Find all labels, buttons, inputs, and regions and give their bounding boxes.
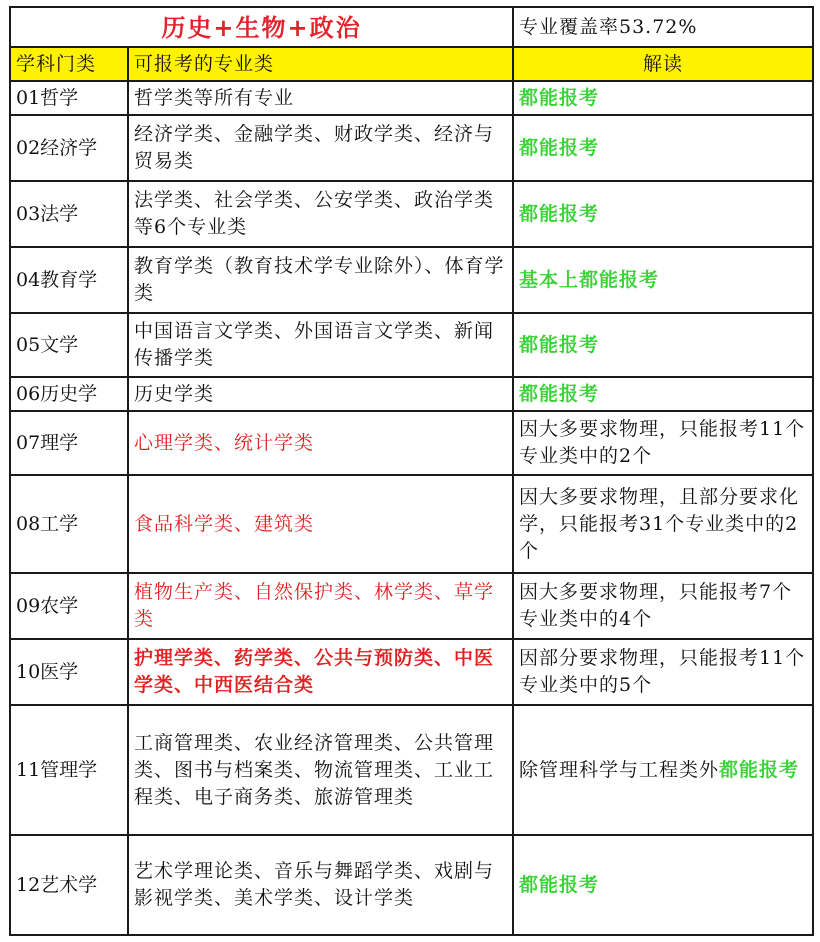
row-category: 01哲学 — [10, 81, 128, 115]
row-majors: 工商管理类、农业经济管理类、公共管理类、图书与档案类、物流管理类、工业工程类、电子商务类、旅游管理类 — [128, 705, 513, 835]
table-row — [10, 411, 813, 475]
row-majors: 食品科学类、建筑类 — [128, 475, 513, 573]
major-selection-table — [9, 6, 814, 936]
row-note: 基本上都能报考 — [513, 247, 813, 313]
row-category: 02经济学 — [10, 115, 128, 181]
row-note: 因大多要求物理，只能报考11个专业类中的2个 — [513, 411, 813, 475]
row-category: 12艺术学 — [10, 835, 128, 935]
row-majors: 哲学类等所有专业 — [128, 81, 513, 115]
row-note: 因部分要求物理，只能报考11个专业类中的5个 — [513, 639, 813, 705]
row-category: 06历史学 — [10, 377, 128, 411]
row-note: 因大多要求物理，且部分要求化学，只能报考31个专业类中的2个 — [513, 475, 813, 573]
row-note — [513, 705, 813, 835]
table-row — [10, 705, 813, 835]
row-majors: 教育学类（教育技术学专业除外）、体育学类 — [128, 247, 513, 313]
row-majors: 经济学类、金融学类、财政学类、经济与贸易类 — [128, 115, 513, 181]
header-interpretation: 解读 — [513, 47, 813, 81]
header-row — [10, 47, 813, 81]
table-row — [10, 81, 813, 115]
row-note: 都能报考 — [513, 181, 813, 247]
table-row — [10, 377, 813, 411]
row-note: 都能报考 — [513, 377, 813, 411]
row-category: 11管理学 — [10, 705, 128, 835]
row-note: 都能报考 — [513, 835, 813, 935]
row-category: 05文学 — [10, 313, 128, 377]
table-row — [10, 313, 813, 377]
header-majors: 可报考的专业类 — [128, 47, 513, 81]
row-category: 08工学 — [10, 475, 128, 573]
table-row — [10, 639, 813, 705]
row-note-prefix: 除管理科学与工程类外 — [519, 758, 720, 781]
header-category: 学科门类 — [10, 47, 128, 81]
table-row — [10, 475, 813, 573]
row-majors: 护理学类、药学类、公共与预防类、中医学类、中西医结合类 — [128, 639, 513, 705]
table-row — [10, 573, 813, 639]
row-majors: 心理学类、统计学类 — [128, 411, 513, 475]
row-note-highlight: 都能报考 — [719, 758, 800, 781]
row-note: 因大多要求物理，只能报考7个专业类中的4个 — [513, 573, 813, 639]
row-note: 都能报考 — [513, 81, 813, 115]
row-note: 都能报考 — [513, 313, 813, 377]
row-majors: 法学类、社会学类、公安学类、政治学类等6个专业类 — [128, 181, 513, 247]
table-title: 历史+生物+政治 — [10, 7, 513, 47]
row-majors: 历史学类 — [128, 377, 513, 411]
row-category: 04教育学 — [10, 247, 128, 313]
row-majors: 艺术学理论类、音乐与舞蹈学类、戏剧与影视学类、美术学类、设计学类 — [128, 835, 513, 935]
row-category: 09农学 — [10, 573, 128, 639]
title-row — [10, 7, 813, 47]
table-row — [10, 181, 813, 247]
coverage-rate: 专业覆盖率53.72% — [513, 7, 813, 47]
table-row — [10, 835, 813, 935]
row-majors: 植物生产类、自然保护类、林学类、草学类 — [128, 573, 513, 639]
row-category: 10医学 — [10, 639, 128, 705]
table-row — [10, 247, 813, 313]
row-majors: 中国语言文学类、外国语言文学类、新闻传播学类 — [128, 313, 513, 377]
table-row — [10, 115, 813, 181]
row-category: 03法学 — [10, 181, 128, 247]
row-note: 都能报考 — [513, 115, 813, 181]
row-category: 07理学 — [10, 411, 128, 475]
